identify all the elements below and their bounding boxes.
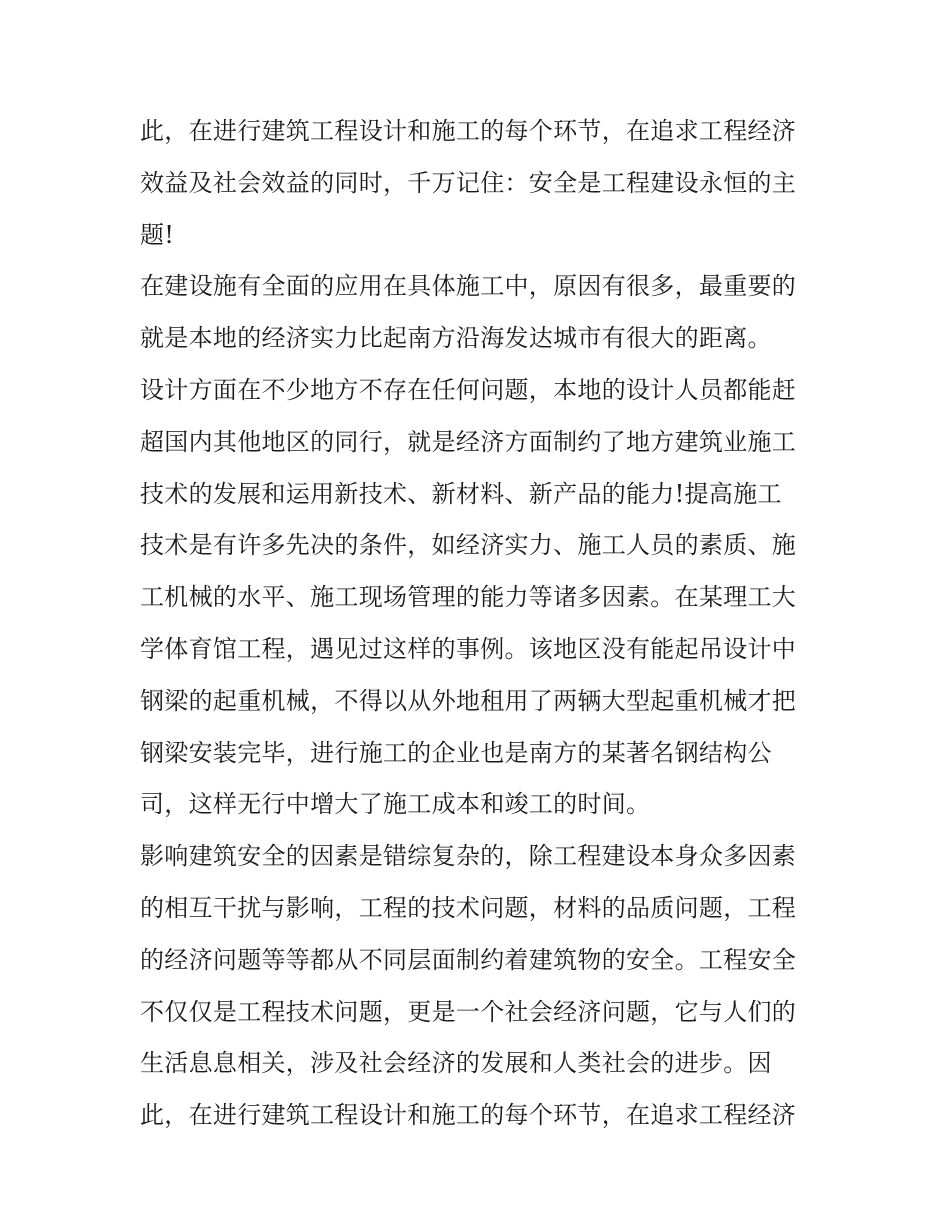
text-line: 技术是有许多先决的条件，如经济实力、施工人员的素质、施: [140, 531, 797, 560]
text-line: 效益及社会效益的同时，千万记住：安全是工程建设永恒的主: [140, 168, 797, 197]
text-line: 不仅仅是工程技术问题，更是一个社会经济问题，它与人们的: [140, 997, 797, 1026]
text-line: 技术的发展和运用新技术、新材料、新产品的能力!提高施工: [140, 479, 782, 508]
text-line: 超国内其他地区的同行，就是经济方面制约了地方建筑业施工: [140, 427, 797, 456]
text-line: 司，这样无行中增大了施工成本和竣工的时间。: [140, 790, 651, 819]
text-line: 就是本地的经济实力比起南方沿海发达城市有很大的距离。: [140, 324, 772, 353]
body-text: [140, 106, 820, 1142]
text-line: 钢梁的起重机械，不得以从外地租用了两辆大型起重机械才把: [140, 686, 797, 715]
text-line: 生活息息相关，涉及社会经济的发展和人类社会的进步。因: [140, 1049, 772, 1078]
text-line: 影响建筑安全的因素是错综复杂的，除工程建设本身众多因素: [140, 842, 797, 871]
text-line: 设计方面在不少地方不存在任何问题，本地的设计人员都能赶: [140, 375, 797, 404]
text-line: 在建设施有全面的应用在具体施工中，原因有很多，最重要的: [140, 272, 797, 301]
text-line: 工机械的水平、施工现场管理的能力等诸多因素。在某理工大: [140, 583, 797, 612]
text-line: 的经济问题等等都从不同层面制约着建筑物的安全。工程安全: [140, 945, 797, 974]
text-line: 此，在进行建筑工程设计和施工的每个环节，在追求工程经济: [140, 117, 797, 145]
text-line: 题!: [140, 220, 175, 249]
text-line: 此，在进行建筑工程设计和施工的每个环节，在追求工程经济: [140, 1101, 797, 1130]
text-line: 学体育馆工程，遇见过这样的事例。该地区没有能起吊设计中: [140, 634, 797, 663]
text-line: 钢梁安装完毕，进行施工的企业也是南方的某著名钢结构公: [140, 738, 772, 767]
text-line: 的相互干扰与影响，工程的技术问题，材料的品质问题，工程: [140, 893, 797, 922]
